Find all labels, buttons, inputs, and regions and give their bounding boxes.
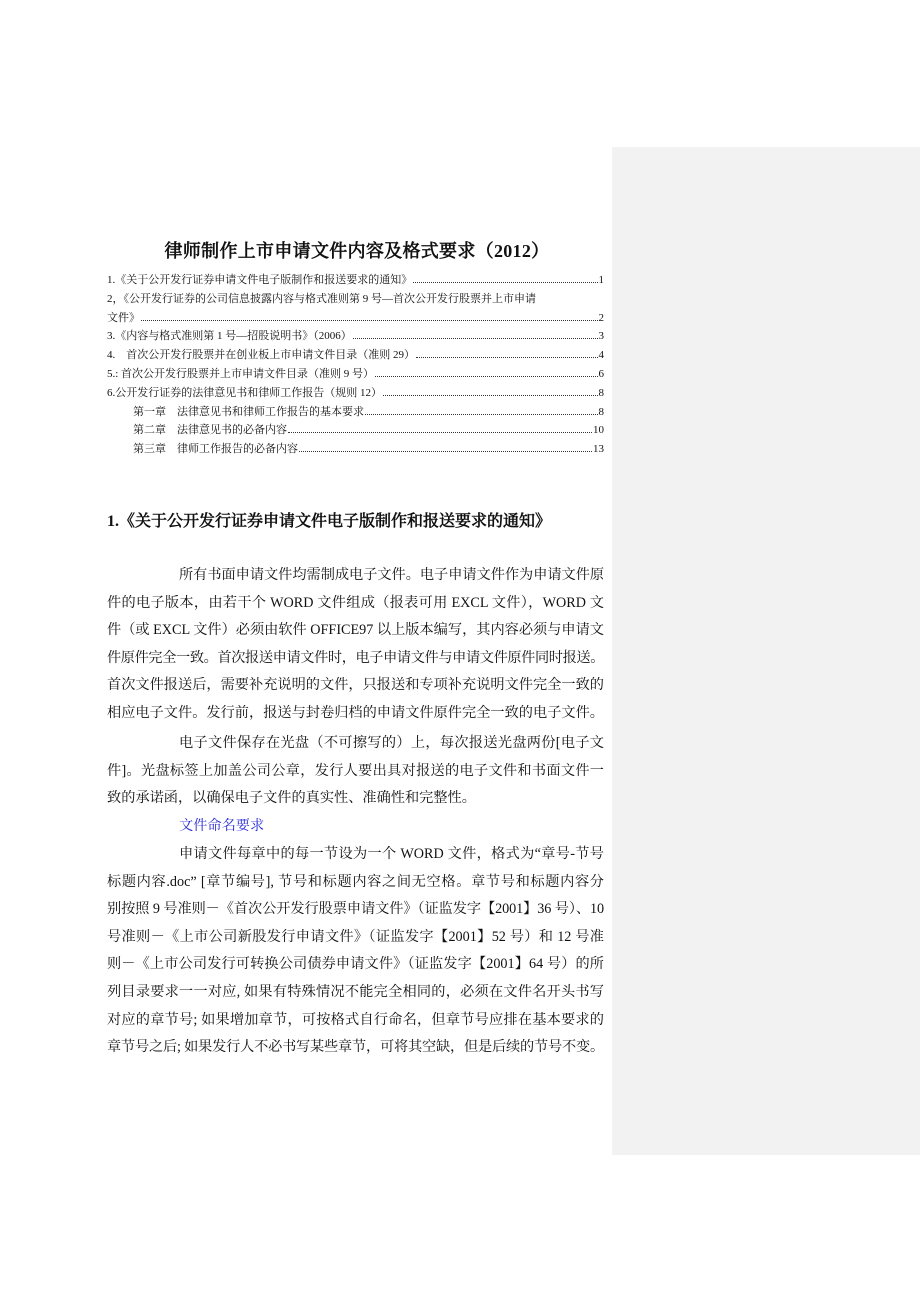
toc-page-number: 2 [598, 311, 604, 324]
toc-entry[interactable] [107, 403, 604, 422]
toc-entry[interactable] [107, 271, 604, 290]
text-line: 件的电子版本，由若干个 WORD 文件组成（报表可用 EXCL 文件），WORD 文 [107, 594, 604, 611]
comment-pane [612, 147, 920, 1155]
toc-entry[interactable] [107, 309, 604, 328]
toc-entry-text: 4. 首次公开发行股票并在创业板上市申请文件目录（准则 29） [107, 349, 415, 362]
dot-leader [383, 395, 598, 396]
toc-page-number: 10 [593, 424, 604, 437]
section-heading: 1.《关于公开发行证券申请文件电子版制作和报送要求的通知》 [107, 513, 552, 530]
dot-leader [299, 451, 592, 452]
toc-entry[interactable] [107, 440, 604, 459]
toc-entry-text: 5.: 首次公开发行股票并上市申请文件目录（准则 9 号） [107, 367, 375, 380]
toc-entry-text: 第二章 法律意见书的必备内容 [133, 424, 287, 437]
document-title: 律师制作上市申请文件内容及格式要求（2012） [164, 241, 550, 261]
toc-page-number: 8 [598, 386, 604, 399]
toc-page-number: 8 [598, 405, 604, 418]
subheading-text: 文件命名要求 [179, 818, 265, 834]
toc-entry[interactable] [107, 365, 604, 384]
toc-entry-text: 文件》 [107, 311, 140, 324]
toc-entry[interactable] [107, 290, 604, 309]
text-line: 电子文件保存在光盘（不可擦写的）上，每次报送光盘两份[电子文 [179, 735, 604, 751]
text-line: 列目录要求一一对应, 如果有特殊情况不能完全相同的，必须在文件名开头书写 [107, 983, 604, 1000]
text-line: 别按照 9 号准则－《首次公开发行股票申请文件》（证监发字【2001】36 号）、10 [107, 901, 604, 918]
subheading-file-naming [107, 813, 604, 841]
text-line: 标题内容.doc” [章节编号], 节号和标题内容之间无空格。章节号和标题内容分 [107, 873, 604, 890]
toc-entry-text: 1.《关于公开发行证券申请文件电子版制作和报送要求的通知》 [107, 274, 413, 286]
toc-page-number: 4 [598, 349, 604, 362]
text-line: 相应电子文件。发行前，报送与封卷归档的申请文件原件完全一致的电子文件。 [107, 704, 604, 721]
paragraph-3 [107, 841, 604, 1062]
text-line: 章节号之后; 如果发行人不必书写某些章节，可将其空缺，但是后续的节号不变。 [107, 1039, 604, 1056]
text-line: 号准则－《上市公司新股发行申请文件》（证监发字【2001】52 号）和 12 号准 [107, 928, 604, 945]
toc-page-number: 3 [598, 330, 604, 343]
text-line: 致的承诺函，以确保电子文件的真实性、准确性和完整性。 [107, 790, 476, 807]
paragraph-2 [107, 730, 604, 813]
table-of-contents [107, 271, 604, 459]
dot-leader [353, 338, 598, 339]
text-line: 则－《上市公司发行可转换公司债券申请文件》（证监发字【2001】64 号）的所 [107, 956, 604, 973]
text-line: 件原件完全一致。首次报送申请文件时，电子申请文件与申请文件原件同时报送。 [107, 649, 604, 666]
dot-leader [375, 376, 597, 377]
dot-leader [413, 282, 597, 283]
toc-entry-text: 6.公开发行证券的法律意见书和律师工作报告（规则 12） [107, 386, 382, 399]
toc-entry-text: 第三章 律师工作报告的必备内容 [133, 443, 298, 456]
text-line: 件（或 EXCL 文件）必须由软件 OFFICE97 以上版本编写，其内容必须与申请文 [107, 622, 604, 639]
toc-page-number: 6 [598, 367, 604, 380]
toc-entry-text: 2，《公开发行证券的公司信息披露内容与格式准则第 9 号—首次公开发行股票并上市申请 [107, 292, 536, 305]
toc-entry[interactable] [107, 327, 604, 346]
text-line: 首次文件报送后，需要补充说明的文件，只报送和专项补充说明文件完全一致的 [107, 677, 604, 694]
toc-entry-text: 第一章 法律意见书和律师工作报告的基本要求 [133, 405, 364, 418]
dot-leader [141, 320, 598, 321]
paragraph-1 [107, 562, 604, 728]
toc-page-number: 13 [593, 443, 604, 456]
text-line: 对应的章节号; 如果增加章节，可按格式自行命名，但章节号应排在基本要求的 [107, 1011, 604, 1028]
toc-page-number: 1 [598, 274, 604, 286]
dot-leader [365, 414, 598, 415]
toc-entry[interactable] [107, 421, 604, 440]
dot-leader [416, 357, 598, 358]
text-line: 申请文件每章中的每一节设为一个 WORD 文件，格式为“章号-节号 [179, 846, 604, 862]
toc-entry[interactable] [107, 384, 604, 403]
text-line: 所有书面申请文件均需制成电子文件。电子申请文件作为申请文件原 [179, 567, 604, 583]
toc-entry-text: 3.《内容与格式准则第 1 号—招股说明书》（2006） [107, 330, 352, 343]
text-line: 件]。光盘标签上加盖公司公章，发行人要出具对报送的电子文件和书面文件一 [107, 762, 604, 779]
dot-leader [288, 432, 592, 433]
toc-entry[interactable] [107, 346, 604, 365]
